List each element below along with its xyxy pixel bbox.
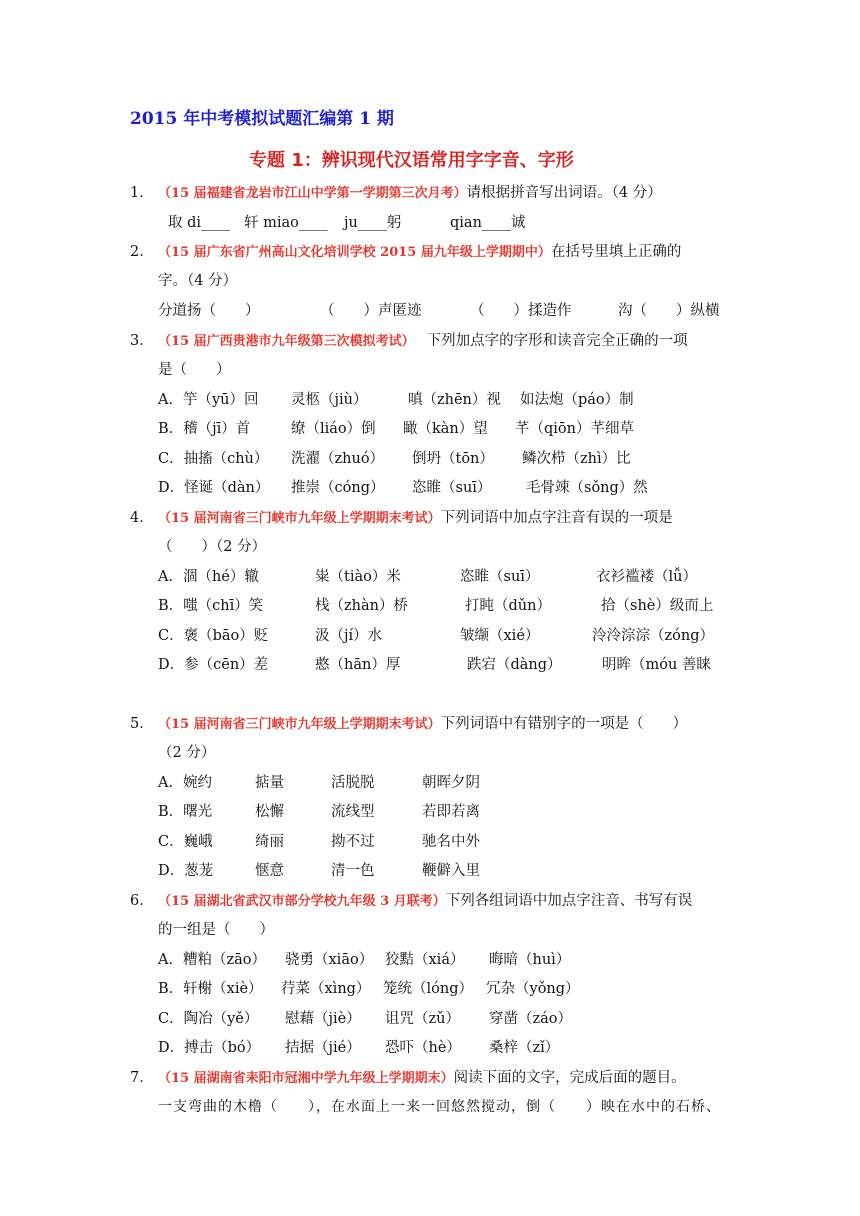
question-text-cont: （2 分） [158, 745, 216, 761]
question-1-stem [158, 183, 662, 204]
option-item: 恐吓（hè） [385, 1040, 461, 1056]
fill-item: ju____躬 [344, 215, 402, 231]
topic-heading: 专题 1：辨识现代汉语常用字字音、字形 [249, 150, 574, 171]
option-item: 洗濯（zhuó） [291, 451, 385, 467]
option-item: 穿凿（záo） [489, 1011, 573, 1027]
option-item: 松懈 [255, 804, 284, 820]
question-source: （15 届福建省龙岩市江山中学第一学期第三次月考） [158, 186, 467, 201]
page-title: 2015 年中考模拟试题汇编第 1 期 [130, 109, 394, 129]
option-item: 拾（shè）级而上 [601, 598, 714, 614]
question-number: 2． [130, 244, 154, 260]
option-item: 推崇（cóng） [291, 480, 385, 496]
option-item: 衣衫褴褛（lǚ） [596, 569, 697, 585]
question-text: 在括号里填上正确的 [550, 244, 682, 260]
option-item: 芊（qiōn）芊细草 [515, 421, 634, 437]
option-item: B．稽（jī）首 [158, 421, 251, 437]
option-item: 皱缬（xié） [460, 628, 540, 644]
question-6-stem [158, 891, 692, 912]
option-item: 嗔（zhēn）视 [408, 392, 501, 408]
question-5-stem [158, 714, 687, 735]
question-text-cont: （ ）（2 分） [158, 539, 267, 555]
option-item: A．糟粕（zāo） [158, 952, 266, 968]
question-number: 4． [130, 510, 154, 526]
option-item: 毛骨竦（sǒng）然 [526, 480, 648, 496]
fill-item: qian____诚 [450, 215, 526, 231]
option-item: 鳞次栉（zhì）比 [522, 451, 631, 467]
option-item: 冗杂（yǒng） [486, 981, 580, 997]
option-item: 拮据（jié） [285, 1040, 361, 1056]
question-text: 下列词语中有错别字的一项是（ ） [440, 716, 688, 732]
question-text-cont: 是（ ） [158, 362, 231, 378]
option-item: 活脱脱 [331, 775, 375, 791]
option-item: 朝晖夕阴 [422, 775, 480, 791]
option-item: D．怪诞（dàn） [158, 480, 270, 496]
option-item: 荇菜（xìng） [281, 981, 371, 997]
option-item: 桑梓（zǐ） [489, 1040, 560, 1056]
option-item: B．嗤（chī）笑 [158, 598, 264, 614]
option-item: 若即若离 [422, 804, 480, 820]
option-item: 灵柩（jiù） [291, 392, 368, 408]
question-source: （15 届湖北省武汉市部分学校九年级 3 月联考） [158, 894, 446, 909]
question-number: 7． [130, 1070, 154, 1086]
option-item: C．巍峨 [158, 834, 213, 850]
option-item: B．轩榭（xiè） [158, 981, 263, 997]
option-item: A．竽（yū）回 [158, 392, 259, 408]
option-item: 掂量 [255, 775, 284, 791]
question-number: 5． [130, 716, 154, 732]
question-text: 下列各组词语中加点字注音、书写有误 [445, 893, 693, 909]
option-item: 栈（zhàn）桥 [315, 598, 408, 614]
question-text: 下列词语中加点字注音有误的一项是 [440, 510, 673, 526]
fill-item: 分道扬（ ） [158, 303, 260, 319]
option-item: D．参（cēn）差 [158, 657, 269, 673]
question-text: 阅读下面的文字，完成后面的题目。 [453, 1070, 686, 1086]
option-item: 骁勇（xiāo） [285, 952, 374, 968]
option-item: 狡黠（xiá） [385, 952, 465, 968]
option-item: 清一色 [331, 863, 375, 879]
question-text-cont: 字。（4 分） [158, 273, 238, 289]
question-2-stem [158, 242, 681, 263]
option-item: 粜（tiào）米 [315, 569, 401, 585]
reading-passage: 一支弯曲的木橹（ ），在水面上一来一回悠然搅动，倒（ ）映在水中的石桥、 [158, 1099, 721, 1115]
question-source: （15 届广西贵港市九年级第三次模拟考试） [158, 334, 415, 349]
question-number: 3． [130, 333, 154, 349]
fill-item: 沟（ ）纵横 [618, 303, 720, 319]
option-item: 跌宕（dàng） [467, 657, 562, 673]
option-item: 倒坍（tōn） [412, 451, 494, 467]
option-item: 明眸（móu 善睐 [602, 657, 711, 673]
option-item: 惬意 [255, 863, 284, 879]
option-item: D．搏击（bó） [158, 1040, 261, 1056]
option-item: 缭（liáo）倒 [291, 421, 376, 437]
question-source: （15 届湖南省耒阳市冠湘中学九年级上学期期末） [158, 1071, 454, 1086]
option-item: C．陶冶（yě） [158, 1011, 259, 1027]
question-number: 1． [130, 185, 154, 201]
option-item: C．抽搐（chù） [158, 451, 269, 467]
option-item: 鞭僻入里 [422, 863, 480, 879]
option-item: C．褒（bāo）贬 [158, 628, 269, 644]
option-item: B．曙光 [158, 804, 213, 820]
option-item: 恣睢（suī） [412, 480, 492, 496]
option-item: 笼统（lóng） [383, 981, 473, 997]
option-item: 汲（jí）水 [315, 628, 383, 644]
fill-item: 取 di____ [168, 215, 231, 231]
question-source: （15 届河南省三门峡市九年级上学期期末考试） [158, 717, 441, 732]
option-item: 慰藉（jiè） [285, 1011, 361, 1027]
option-item: 拗不过 [331, 834, 375, 850]
question-text-cont: 的一组是（ ） [158, 922, 274, 938]
question-text: 请根据拼音写出词语。（4 分） [466, 185, 662, 201]
question-4-stem [158, 508, 673, 529]
option-item: 瞰（kàn）望 [403, 421, 488, 437]
option-item: 绮丽 [255, 834, 284, 850]
option-item: 恣睢（suī） [460, 569, 540, 585]
option-item: 憨（hān）厚 [315, 657, 401, 673]
question-7-stem [158, 1068, 686, 1089]
option-item: 如法炮（páo）制 [520, 392, 634, 408]
option-item: A．涸（hé）辙 [158, 569, 259, 585]
option-item: D．葱茏 [158, 863, 214, 879]
question-number: 6． [130, 893, 154, 909]
fill-item: 轩 miao____ [244, 215, 328, 231]
option-item: 打盹（dǔn） [465, 598, 551, 614]
question-3-stem [158, 331, 688, 352]
fill-item: （ ）揉造作 [470, 303, 572, 319]
option-item: 流线型 [331, 804, 375, 820]
question-source: （15 届广东省广州高山文化培训学校 2015 届九年级上学期期中） [158, 245, 551, 260]
option-item: 驰名中外 [422, 834, 480, 850]
option-item: 诅咒（zǔ） [385, 1011, 460, 1027]
fill-item: （ ）声匿迹 [320, 303, 422, 319]
option-item: A．婉约 [158, 775, 212, 791]
question-text: 下列加点字的字形和读音完全正确的一项 [426, 333, 688, 349]
option-item: 泠泠淙淙（zóng） [592, 628, 714, 644]
question-source: （15 届河南省三门峡市九年级上学期期末考试） [158, 511, 441, 526]
option-item: 晦暗（huì） [489, 952, 571, 968]
